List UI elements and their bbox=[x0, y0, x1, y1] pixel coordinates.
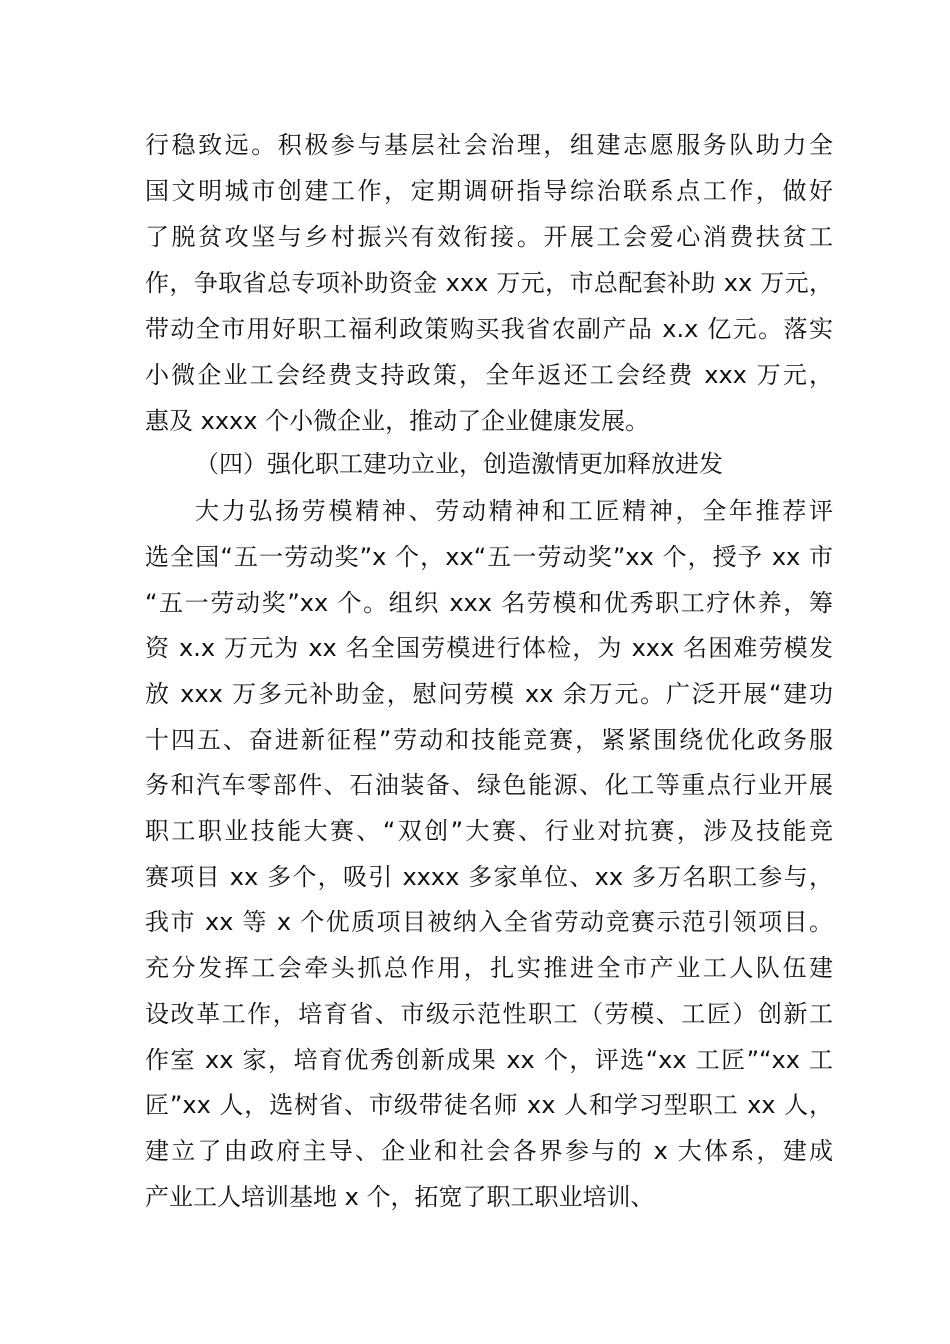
text-line: 放 xxx 万多元补助金，慰问劳模 xx 余万元。广泛开展“建功 bbox=[145, 680, 833, 708]
text-line: 作，争取省总专项补助资金 xxx 万元，市总配套补助 xx 万元， bbox=[145, 269, 833, 297]
text-line: “五一劳动奖”xx 个。组织 xxx 名劳模和优秀职工疗休养，筹 bbox=[145, 589, 833, 617]
text-line: 建立了由政府主导、企业和社会各界参与的 x 大体系，建成 bbox=[145, 1137, 833, 1165]
text-line: 十四五、奋进新征程”劳动和技能竞赛，紧紧围绕优化政务服 bbox=[145, 726, 833, 754]
text-line: 大力弘扬劳模精神、劳动精神和工匠精神，全年推荐评 bbox=[195, 497, 833, 525]
text-line: 赛项目 xx 多个，吸引 xxxx 多家单位、xx 多万名职工参与， bbox=[145, 863, 833, 891]
text-line: 选全国“五一劳动奖”x 个，xx“五一劳动奖”xx 个，授予 xx 市 bbox=[145, 543, 833, 571]
text-line: 设改革工作，培育省、市级示范性职工（劳模、工匠）创新工 bbox=[145, 1000, 833, 1028]
text-line: 资 x.x 万元为 xx 名全国劳模进行体检，为 xxx 名困难劳模发 bbox=[145, 634, 833, 662]
text-line: 匠”xx 人，选树省、市级带徒名师 xx 人和学习型职工 xx 人， bbox=[145, 1091, 833, 1119]
text-line: 产业工人培训基地 x 个，拓宽了职工职业培训、 bbox=[145, 1183, 655, 1211]
text-line: 作室 xx 家，培育优秀创新成果 xx 个，评选“xx 工匠”“xx 工 bbox=[145, 1046, 833, 1074]
text-line: 充分发挥工会牵头抓总作用，扎实推进全市产业工人队伍建 bbox=[145, 954, 833, 982]
text-line: 行稳致远。积极参与基层社会治理，组建志愿服务队助力全 bbox=[145, 131, 833, 159]
text-line: 惠及 xxxx 个小微企业，推动了企业健康发展。 bbox=[145, 407, 650, 435]
text-line: 国文明城市创建工作，定期调研指导综治联系点工作，做好 bbox=[145, 177, 833, 205]
section-heading: （四）强化职工建功立业，创造激情更加释放进发 bbox=[195, 450, 723, 478]
text-line: 小微企业工会经费支持政策，全年返还工会经费 xxx 万元， bbox=[145, 361, 833, 389]
text-line: 带动全市用好职工福利政策购买我省农副产品 x.x 亿元。落实 bbox=[145, 315, 833, 343]
text-line: 职工职业技能大赛、“双创”大赛、行业对抗赛，涉及技能竞 bbox=[145, 817, 833, 845]
text-line: 务和汽车零部件、石油装备、绿色能源、化工等重点行业开展 bbox=[145, 771, 833, 799]
text-line: 我市 xx 等 x 个优质项目被纳入全省劳动竞赛示范引领项目。 bbox=[145, 908, 833, 936]
text-line: 了脱贫攻坚与乡村振兴有效衔接。开展工会爱心消费扶贫工 bbox=[145, 223, 833, 251]
